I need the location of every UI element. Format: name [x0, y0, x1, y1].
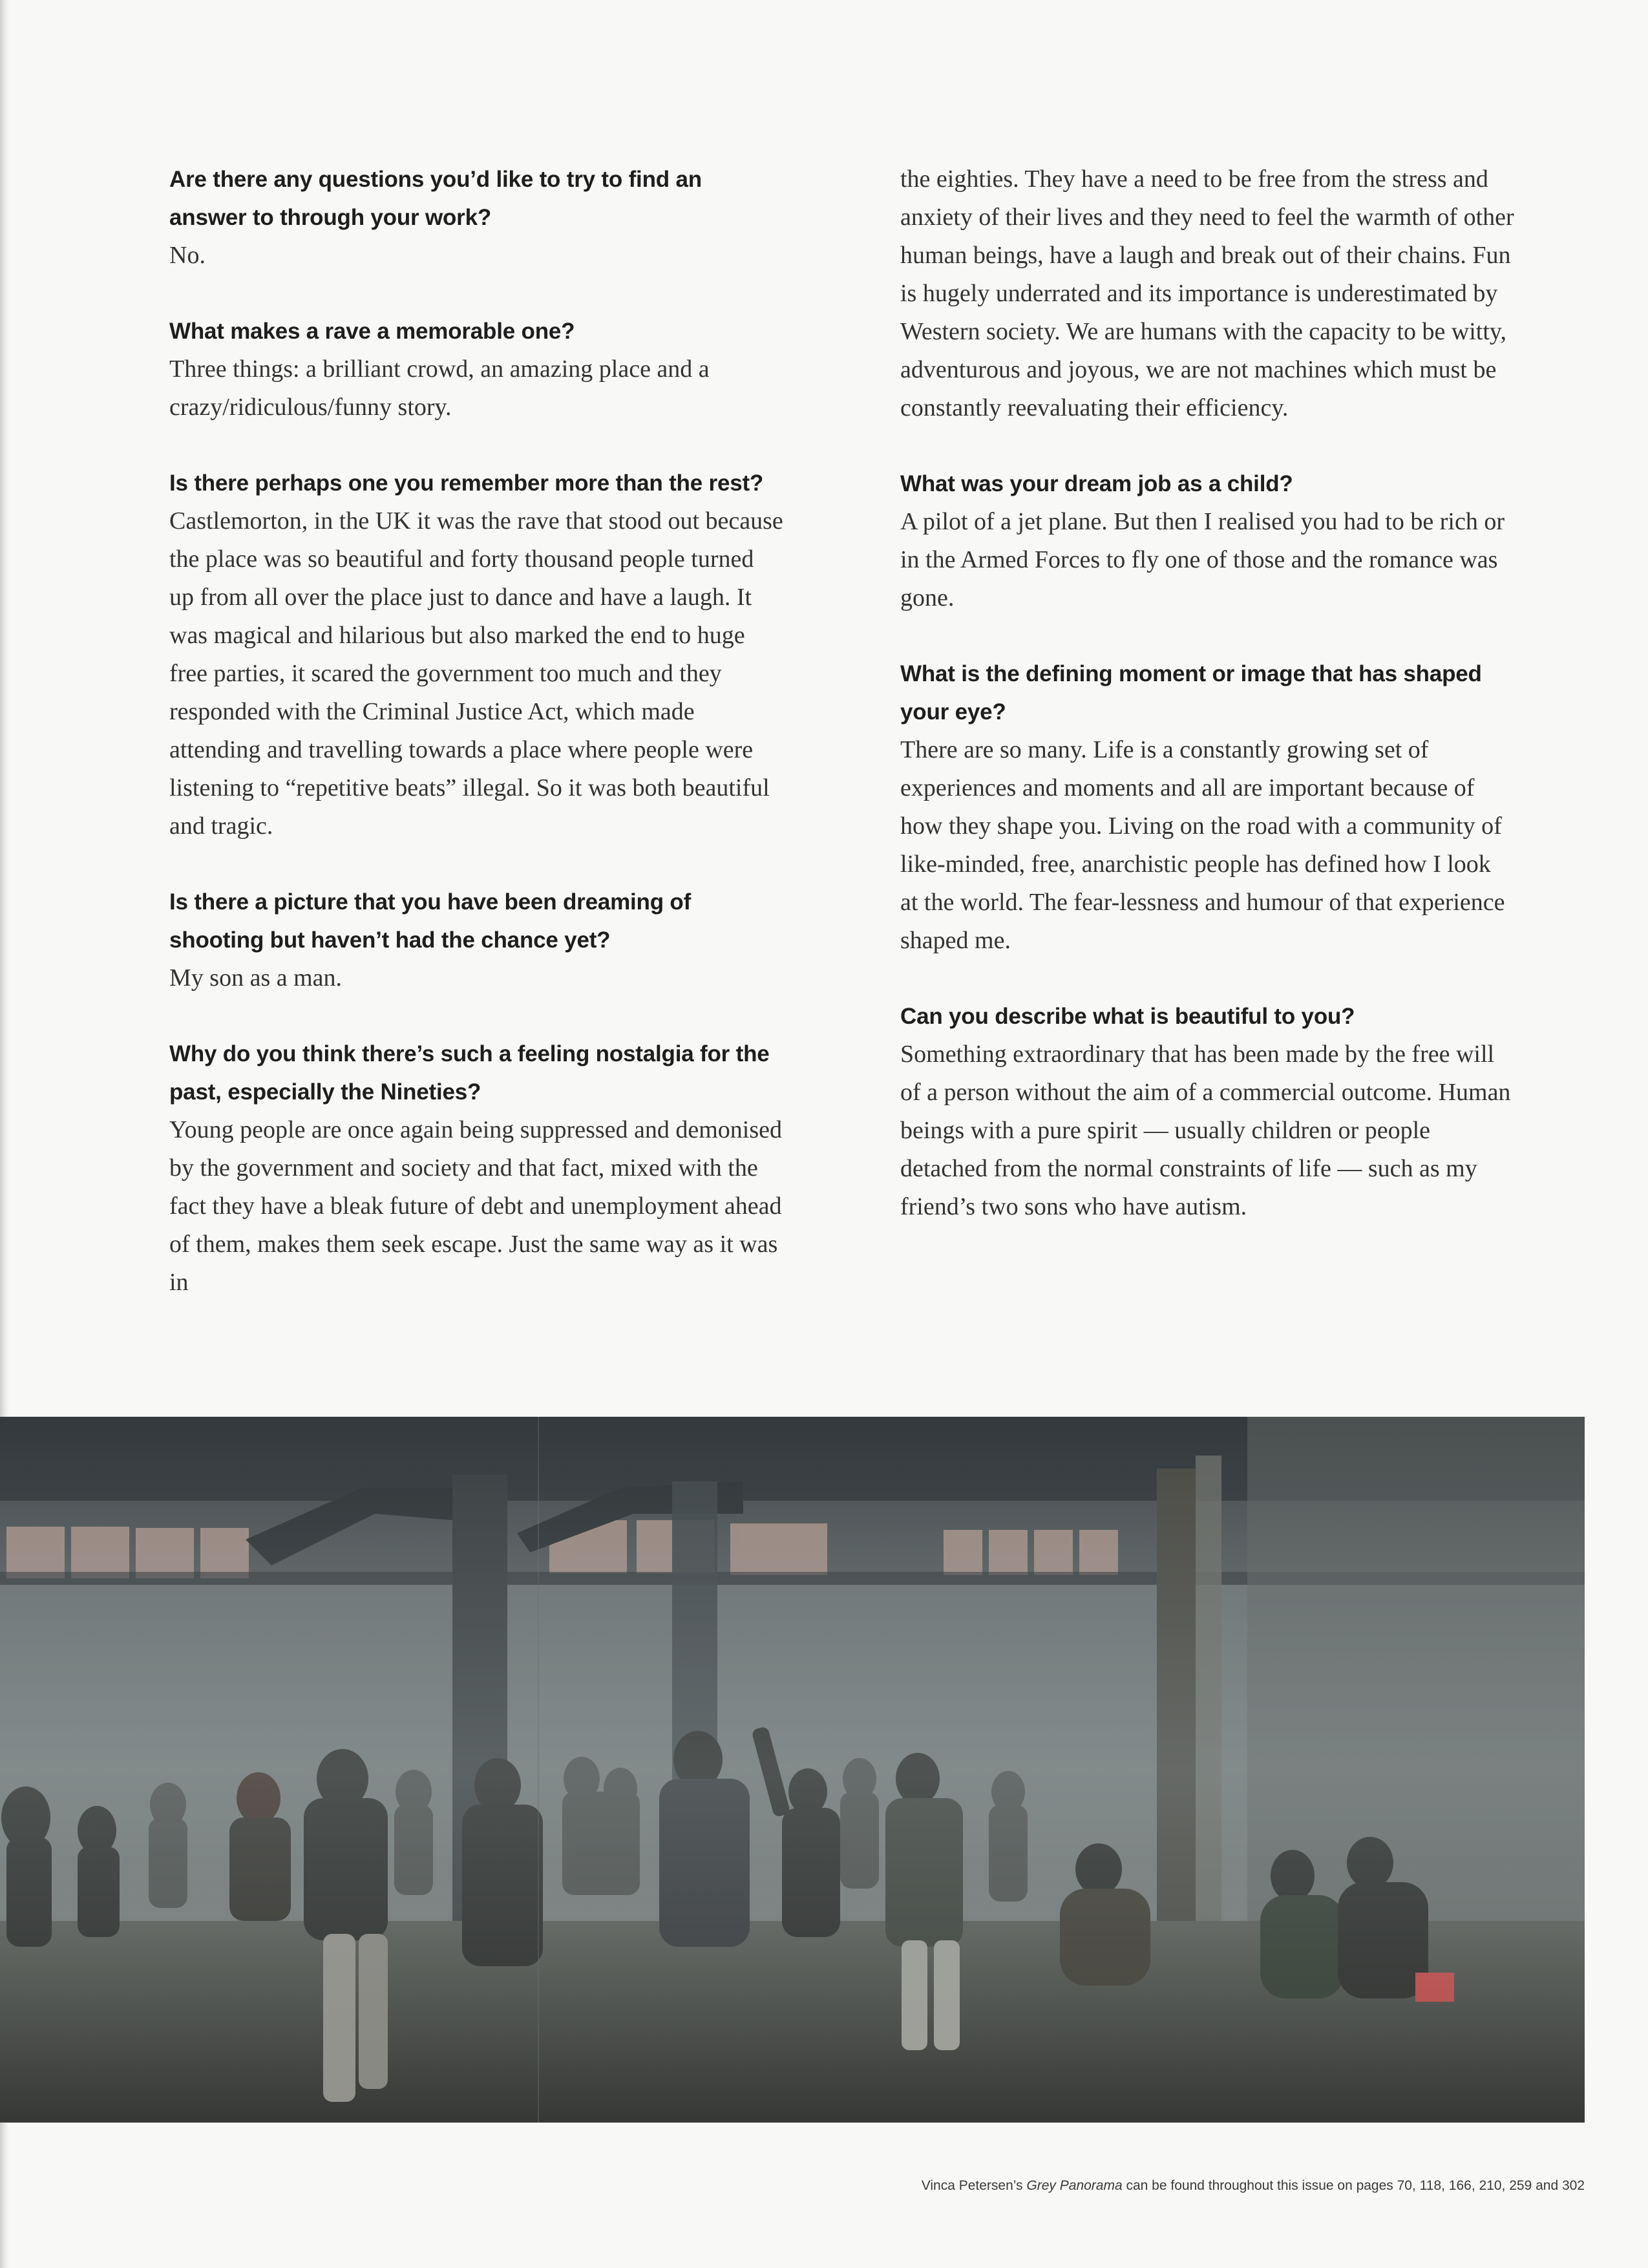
answer: Something extraordinary that has been made by the free will of a person without the aim of a commercial outcome. Human beings with a pure spirit — usually children or people detached from the normal constraints of life — such as my friend’s two sons who have autism.: [900, 1041, 1511, 1220]
right-column: [900, 160, 1514, 1264]
caption-title: Grey Panorama: [1026, 2178, 1123, 2193]
caption-prefix: Vinca Petersen’s: [921, 2178, 1027, 2193]
question: Are there any questions you’d like to try to find an answer to through your work?: [169, 167, 702, 230]
question: What makes a rave a memorable one?: [169, 319, 575, 344]
answer: A pilot of a jet plane. But then I realised you had to be rich or in the Armed Forces to fly one of those and the romance was gone.: [900, 508, 1505, 611]
answer: There are so many. Life is a constantly growing set of experiences and moments and all are important because of how they shape you. Living on the road with a community of like-minded, free, anarchistic people has defined how I look at the world. The fear-lessness and humour of that experience shaped me.: [900, 736, 1505, 954]
left-column: [169, 160, 783, 1339]
answer-continuation: the eighties. They have a need to be free from the stress and anxiety of their lives and they need to feel the warmth of other human beings, have a laugh and break out of their chains. Fun is hugely underrated and its importance is underestimated by Western society. We are humans with the capacity to be witty, adventurous and joyous, we are not machines which must be constantly reevaluating their efficiency.: [900, 165, 1514, 421]
question: What is the defining moment or image that has shaped your eye?: [900, 661, 1482, 725]
answer: Castlemorton, in the UK it was the rave that stood out because the place was so beautiful and forty thousand people turned up from all over the place just to dance and have a laugh. It was magical and hilarious but also marked the end to huge free parties, it scared the government too much and they responded with the Criminal Justice Act, which made attending and travelling towards a place where people were listening to “repetitive beats” illegal. So it was both beautiful and tragic.: [169, 507, 783, 840]
qa-item: [169, 1035, 783, 1302]
answer: No.: [169, 242, 206, 269]
qa-item: [169, 883, 783, 997]
photo-caption: [922, 2178, 1585, 2194]
question: Is there a picture that you have been dreaming of shooting but haven’t had the chance yet?: [169, 889, 692, 953]
qa-item: [169, 464, 783, 845]
qa-item: [900, 997, 1514, 1226]
question: Why do you think there’s such a feeling nostalgia for the past, especially the Nineties?: [169, 1041, 770, 1105]
question: Is there perhaps one you remember more than the rest?: [169, 471, 764, 496]
answer: Three things: a brilliant crowd, an amazing place and a crazy/ridiculous/funny story.: [169, 355, 710, 421]
qa-item: [169, 160, 783, 275]
qa-item: [900, 465, 1514, 617]
question: What was your dream job as a child?: [900, 471, 1293, 496]
warehouse-rave-photo: [0, 1417, 1585, 2123]
question: Can you describe what is beautiful to you?: [900, 1004, 1355, 1029]
answer: My son as a man.: [169, 964, 343, 991]
qa-item: [900, 655, 1514, 960]
caption-suffix: can be found throughout this issue on pages 70, 118, 166, 210, 259 and 302: [1122, 2178, 1585, 2193]
rave-crowd-image: [0, 1417, 1585, 2123]
answer: Young people are once again being suppressed and demonised by the government and society and that fact, mixed with the fact they have a bleak future of debt and unemployment ahead of them, makes them seek escape. Just the same way as it was in: [169, 1116, 783, 1296]
qa-item: [169, 312, 783, 427]
